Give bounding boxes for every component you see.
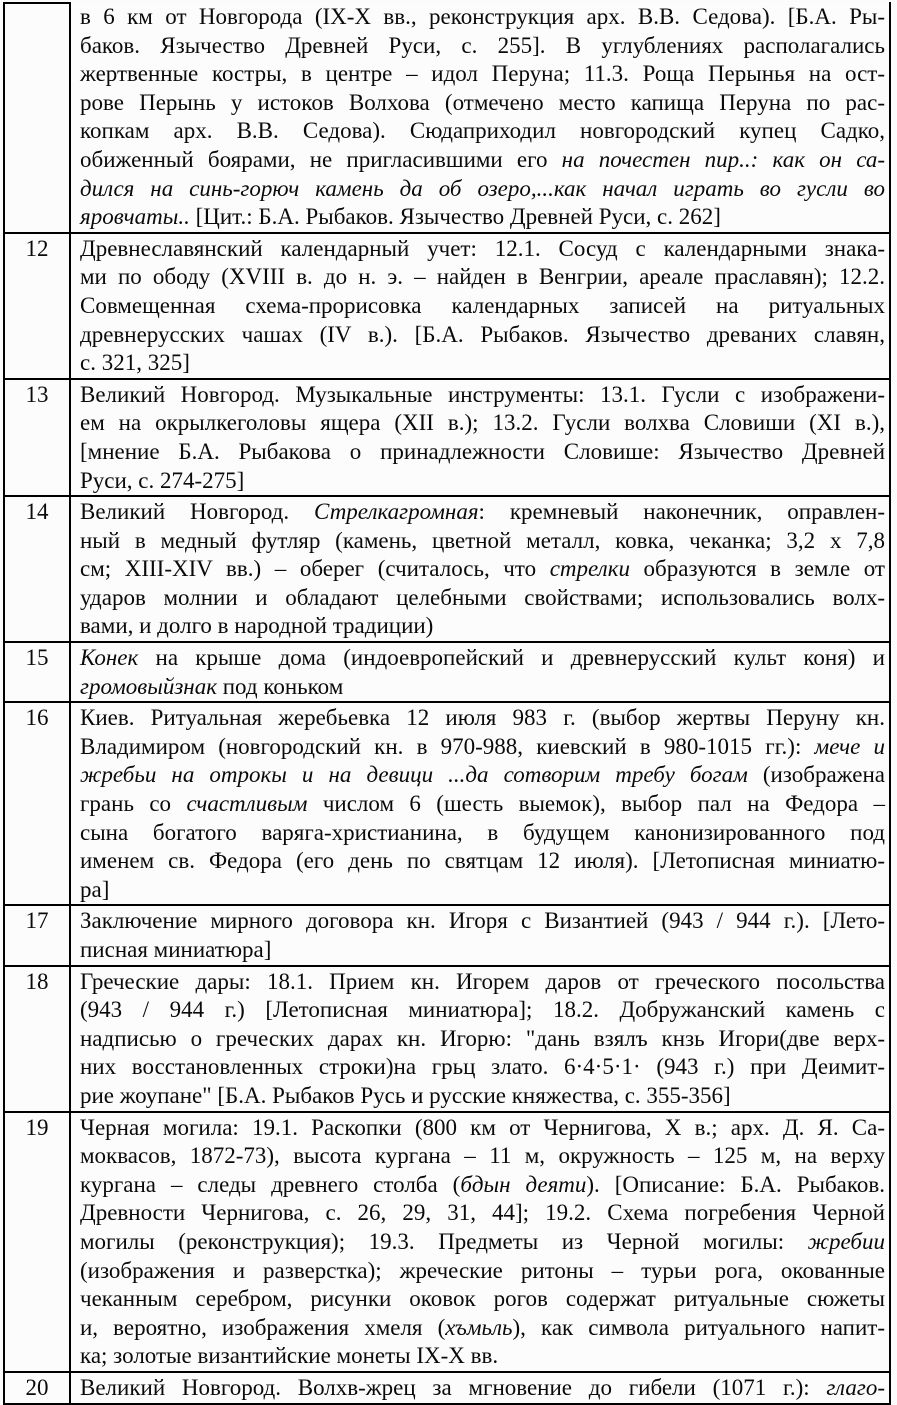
- text-segment: моквасов, 1872-73), высота кургана – 11 м, окружность – 125 м, на верху: [80, 1143, 885, 1169]
- text-line: [80, 555, 885, 584]
- row-number-cell: 16: [5, 703, 71, 904]
- text-line: [80, 968, 885, 997]
- text-line: [80, 996, 885, 1025]
- italic-segment: хъмьль: [445, 1314, 513, 1340]
- row-content-cell: [71, 1113, 889, 1371]
- italic-segment: громовыйзнак: [80, 673, 217, 699]
- text-segment: жертвенные костры, в центре – идол Перуна; 11.3. Роща Перынья на ост-: [80, 61, 885, 87]
- text-segment: под коньком: [216, 673, 344, 699]
- italic-segment: бдын деяти: [460, 1171, 587, 1197]
- text-segment: [Цит.: Б.А. Рыбаков. Язычество Древней Руси, с. 262]: [189, 204, 721, 230]
- text-line: [80, 1374, 885, 1403]
- text-segment: ми по ободу (XVIII в. до н. э. – найден в Венгрии, ареале праславян); 12.2.: [80, 264, 885, 290]
- text-segment: Руси, с. 274-275]: [80, 467, 245, 493]
- text-segment: надписью о греческих дарах кн. Игорю: "дань взялъ кнзь Игори(две верх-: [80, 1025, 885, 1051]
- text-segment: чеканным серебром, рисунки оковок рогов содержат ритуальные сюжеты: [80, 1286, 885, 1312]
- text-line: [80, 409, 885, 438]
- text-line: [80, 292, 885, 321]
- text-line: [80, 761, 885, 790]
- text-line: [80, 117, 885, 146]
- catalog-table: [3, 2, 891, 1405]
- text-line: [80, 467, 885, 496]
- text-segment: [мнение Б.А. Рыбакова о принадлежности Словише: Язычество Древней: [80, 438, 885, 464]
- text-segment: рове Перынь у истоков Волхова (отмечено место капища Перуна по рас-: [80, 89, 885, 115]
- text-line: [80, 1053, 885, 1082]
- italic-segment: глаго-: [826, 1374, 885, 1400]
- row-content-cell: [71, 497, 889, 641]
- row-number-cell: 12: [5, 234, 71, 378]
- text-segment: Великий Новгород.: [80, 499, 315, 525]
- italic-segment: яровчаты..: [80, 204, 190, 230]
- row-number-cell: 18: [5, 967, 71, 1111]
- text-line: [80, 733, 885, 762]
- text-segment: Владимиром (новгородский кн. в 970-988, киевский в 980-1015 гг.):: [80, 733, 815, 759]
- text-segment: Греческие дары: 18.1. Прием кн. Игорем даров от греческого посольства: [80, 968, 885, 994]
- table-row: [5, 380, 889, 497]
- italic-segment: дился на синь-горюч камень да об озеро,...как начал играть во гусли во: [80, 175, 885, 201]
- row-content-cell: [71, 380, 889, 495]
- text-line: [80, 32, 885, 61]
- table-row: [5, 234, 889, 380]
- text-line: [80, 1082, 885, 1111]
- text-line: [80, 1257, 885, 1286]
- text-segment: грань со: [80, 791, 187, 817]
- text-segment: древнерусских чашах (IV в.). [Б.А. Рыбаков. Язычество древаних славян,: [80, 321, 885, 347]
- text-line: [80, 349, 885, 378]
- row-content-cell: [71, 967, 889, 1111]
- row-number-cell: [5, 2, 71, 232]
- text-line: [80, 819, 885, 848]
- row-number-cell: 13: [5, 380, 71, 495]
- text-line: [80, 612, 885, 641]
- text-line: [80, 876, 885, 905]
- text-line: [80, 1228, 885, 1257]
- italic-segment: стрелки: [549, 556, 630, 582]
- text-segment: Совмещенная схема-прорисовка календарных записей на ритуальных: [80, 292, 885, 318]
- text-segment: баков. Язычество Древней Руси, с. 255]. В углублениях располагались: [80, 32, 885, 58]
- row-content-cell: [71, 906, 889, 964]
- text-segment: обиженный боярами, не пригласившими его: [80, 146, 562, 172]
- row-content-cell: [71, 234, 889, 378]
- text-segment: копкам арх. В.В. Седова). Сюдаприходил новгородский купец Садко,: [80, 118, 885, 144]
- row-number-cell: 17: [5, 906, 71, 964]
- text-line: [80, 527, 885, 556]
- text-segment: кургана – следы древнего столба (: [80, 1171, 461, 1197]
- text-segment: Черная могила: 19.1. Раскопки (800 км от Чернигова, X в.; арх. Д. Я. Са-: [80, 1114, 885, 1140]
- text-line: [80, 1142, 885, 1171]
- row-number-cell: 20: [5, 1373, 71, 1403]
- text-segment: ем на окрылкеголовы ящера (XII в.); 13.2. Гусли волхва Словиши (XI в.),: [80, 410, 885, 436]
- table-row: [5, 2, 889, 234]
- text-line: [80, 1199, 885, 1228]
- text-line: [80, 936, 885, 965]
- text-segment: (изображения и разверстка); жреческие ритоны – турьи рога, окованные: [80, 1257, 885, 1283]
- row-content-cell: [71, 643, 889, 701]
- text-segment: (изображена: [747, 762, 885, 788]
- table-row: [5, 1373, 889, 1405]
- row-content-cell: [71, 1373, 889, 1403]
- text-segment: : кремневый наконечник, оправлен-: [478, 499, 885, 525]
- italic-segment: жребьи на отрокы и на девици ...да сотворим требу богам: [80, 762, 748, 788]
- text-segment: ра]: [80, 876, 110, 902]
- text-line: [80, 1342, 885, 1371]
- text-segment: ка; золотые византийские монеты IX-X вв.: [80, 1343, 499, 1369]
- text-segment: образуются в земле от: [629, 556, 885, 582]
- text-line: [80, 381, 885, 410]
- text-line: [80, 907, 885, 936]
- table-row: [5, 1113, 889, 1373]
- text-line: [80, 644, 885, 673]
- text-line: [80, 3, 885, 32]
- text-line: [80, 1314, 885, 1343]
- text-segment: ). [Описание: Б.А. Рыбаков.: [586, 1171, 885, 1197]
- text-segment: см; XIII-XIV вв.) – оберег (считалось, что: [80, 556, 550, 582]
- text-segment: (943 / 944 г.) [Летописная миниатюра]; 18.2. Добружанский камень с: [80, 997, 885, 1023]
- italic-segment: мече и: [814, 733, 885, 759]
- text-line: [80, 498, 885, 527]
- text-segment: на крыше дома (индоевропейский и древнерусский культ коня) и: [138, 645, 885, 671]
- italic-segment: Конек: [80, 645, 139, 671]
- text-segment: Заключение мирного договора кн. Игоря с Византией (943 / 944 г.). [Лето-: [80, 908, 885, 934]
- text-segment: ударов молнии и обладают целебными свойствами; использовались волх-: [80, 584, 885, 610]
- table-row: [5, 703, 889, 906]
- text-line: [80, 790, 885, 819]
- table-row: [5, 906, 889, 966]
- text-line: [80, 584, 885, 613]
- text-line: [80, 438, 885, 467]
- row-number-cell: 19: [5, 1113, 71, 1371]
- text-segment: Великий Новгород. Волхв-жрец за мгновение до гибели (1071 г.):: [80, 1374, 827, 1400]
- text-segment: Древнеславянский календарный учет: 12.1. Сосуд с календарными знака-: [80, 235, 885, 261]
- table-row: [5, 643, 889, 703]
- text-line: [80, 321, 885, 350]
- row-content-cell: [71, 703, 889, 904]
- italic-segment: жребии: [807, 1228, 885, 1254]
- text-line: [80, 1285, 885, 1314]
- text-segment: вами, и долго в народной традиции): [80, 613, 434, 639]
- text-line: [80, 847, 885, 876]
- table-row: [5, 967, 889, 1113]
- italic-segment: Стрелкагромная: [314, 499, 479, 525]
- italic-segment: счастливым: [186, 791, 308, 817]
- text-segment: в 6 км от Новгорода (IX-X вв., реконструкция арх. В.В. Седова). [Б.А. Ры-: [80, 4, 885, 29]
- text-segment: ный в медный футляр (камень, цветной металл, ковка, чеканка; 3,2 х 7,8: [80, 527, 885, 553]
- row-content-cell: [71, 2, 889, 232]
- italic-segment: на почестен пир..: как он са-: [561, 146, 885, 172]
- text-segment: именем св. Федора (его день по святцам 12 июля). [Летописная миниатю-: [80, 848, 885, 874]
- text-segment: Великий Новгород. Музыкальные инструменты: 13.1. Гусли с изображени-: [80, 381, 885, 407]
- text-segment: и, вероятно, изображения хмеля (: [80, 1314, 446, 1340]
- row-number-cell: 14: [5, 497, 71, 641]
- text-line: [80, 1114, 885, 1143]
- text-segment: могилы (реконструкция); 19.3. Предметы из Черной могилы:: [80, 1228, 808, 1254]
- text-line: [80, 1171, 885, 1200]
- text-line: [80, 673, 885, 702]
- text-segment: ), как символа ритуального напит-: [512, 1314, 885, 1340]
- text-line: [80, 175, 885, 204]
- text-line: [80, 235, 885, 264]
- text-segment: рие жоупане" [Б.А. Рыбаков Русь и русские княжества, с. 355-356]: [80, 1082, 731, 1108]
- text-line: [80, 704, 885, 733]
- text-segment: них восстановленных строки)на грьц злато. 6·4·5·1· (943 г.) при Деимит-: [80, 1054, 885, 1080]
- text-segment: с. 321, 325]: [80, 350, 190, 376]
- text-segment: сына богатого варяга-христианина, в будущем канонизированного под: [80, 819, 885, 845]
- text-line: [80, 60, 885, 89]
- text-line: [80, 146, 885, 175]
- text-segment: числом 6 (шесть выемок), выбор пал на Федора –: [307, 791, 885, 817]
- text-line: [80, 203, 885, 232]
- table-row: [5, 497, 889, 643]
- text-line: [80, 1025, 885, 1054]
- text-line: [80, 263, 885, 292]
- text-segment: Киев. Ритуальная жеребьевка 12 июля 983 г. (выбор жертвы Перуну кн.: [80, 705, 885, 731]
- row-number-cell: 15: [5, 643, 71, 701]
- text-segment: писная миниатюра]: [80, 937, 272, 962]
- text-segment: Древности Чернигова, с. 26, 29, 31, 44]; 19.2. Схема погребения Черной: [80, 1200, 885, 1226]
- text-line: [80, 89, 885, 118]
